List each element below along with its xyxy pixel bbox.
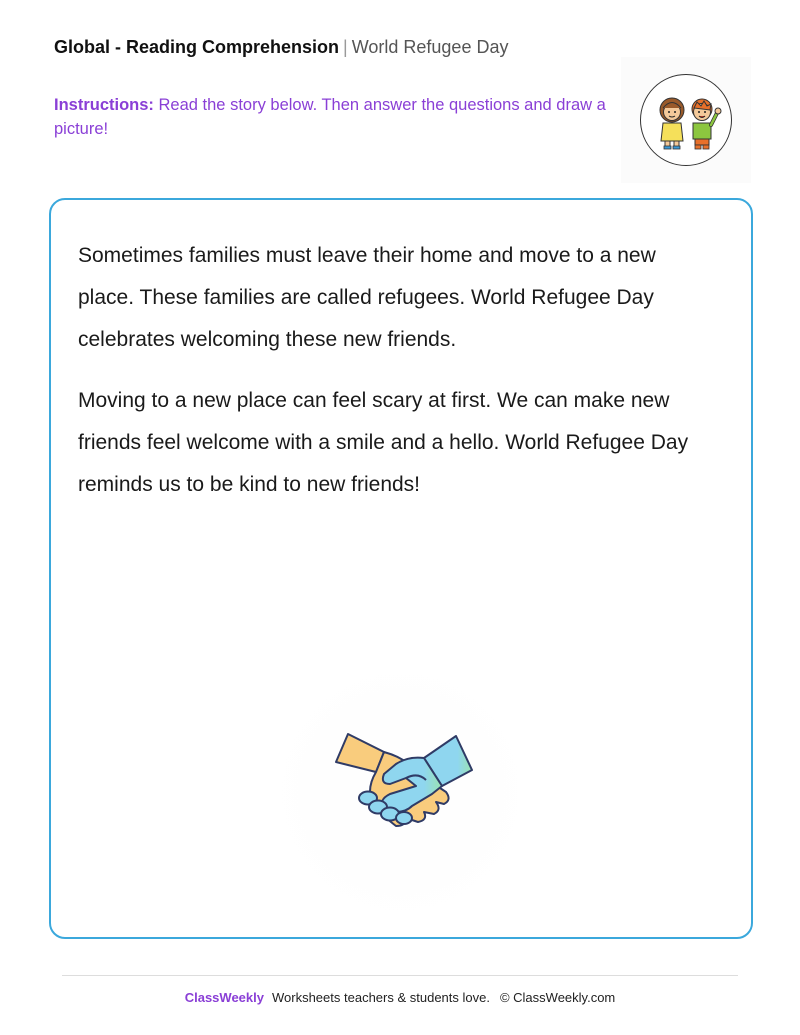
footer (0, 990, 800, 1005)
footer-tagline: Worksheets teachers & students love. (271, 990, 490, 1005)
story-paragraph-2: Moving to a new place can feel scary at first. We can make new friends feel welcome with a smile and a hello. World Refugee Day reminds us to be kind to new friends! (78, 389, 689, 496)
handshake-icon (256, 662, 546, 922)
two-children-waving-icon (640, 74, 732, 166)
footer-brand: ClassWeekly (184, 990, 264, 1005)
worksheet-subject: Global - Reading Comprehension (54, 37, 340, 57)
kids-illustration (621, 57, 751, 183)
handshake-illustration (256, 662, 546, 922)
header-separator: | (343, 37, 348, 57)
worksheet-topic: World Refugee Day (351, 37, 509, 57)
worksheet-header (54, 37, 508, 58)
instructions-text: Read the story below. Then answer the questions and draw a picture! (54, 96, 606, 138)
instructions-lead: Instructions: (54, 96, 154, 114)
story-text (78, 235, 698, 525)
story-paragraph-1: Sometimes families must leave their home and move to a new place. These families are called refugees. World Refugee Day celebrates welcoming these new friends. (78, 244, 656, 351)
footer-divider (62, 975, 738, 976)
footer-copyright: © ClassWeekly.com (499, 990, 616, 1005)
story-box (49, 198, 753, 939)
instructions (54, 93, 614, 141)
